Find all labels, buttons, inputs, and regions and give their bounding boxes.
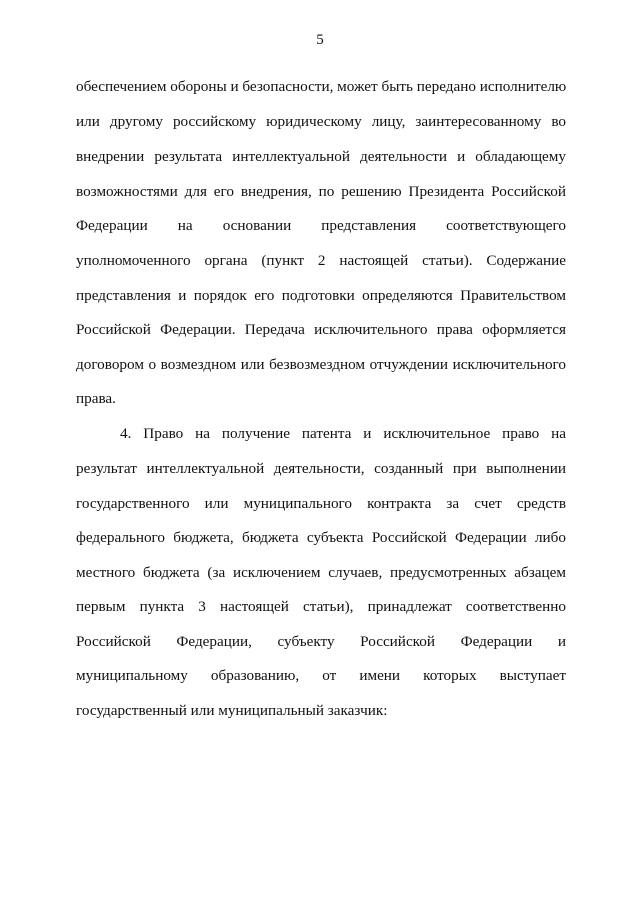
- text-line: Российской Федерации. Передача исключительного права оформляется: [76, 321, 566, 338]
- text-line: уполномоченного органа (пункт 2 настоящей статьи). Содержание: [76, 252, 566, 269]
- text-line: муниципальному образованию, от имени которых выступает: [76, 667, 566, 684]
- text-line: государственный или муниципальный заказчик:: [76, 702, 388, 719]
- text-line: обеспечением обороны и безопасности, может быть передано исполнителю: [76, 78, 567, 95]
- text-line: внедрении результата интеллектуальной деятельности и обладающему: [76, 148, 566, 165]
- text-line: возможностями для его внедрения, по решению Президента Российской: [76, 183, 566, 200]
- text-line: права.: [76, 390, 116, 407]
- text-line: местного бюджета (за исключением случаев, предусмотренных абзацем: [76, 564, 566, 581]
- text-line: представления и порядок его подготовки определяются Правительством: [76, 287, 566, 304]
- text-line: Федерации на основании представления соответствующего: [76, 217, 566, 234]
- page-number: 5: [316, 32, 324, 48]
- text-line: договором о возмездном или безвозмездном отчуждении исключительного: [76, 356, 566, 373]
- text-line: федерального бюджета, бюджета субъекта Российской Федерации либо: [76, 529, 566, 546]
- text-line: 4. Право на получение патента и исключительное право на: [120, 425, 566, 442]
- text-line: Российской Федерации, субъекту Российской Федерации и: [76, 633, 566, 650]
- text-line: первым пункта 3 настоящей статьи), принадлежат соответственно: [76, 598, 566, 615]
- text-line: или другому российскому юридическому лицу, заинтересованному во: [76, 113, 566, 130]
- text-line: результат интеллектуальной деятельности, созданный при выполнении: [76, 460, 566, 477]
- text-line: государственного или муниципального контракта за счет средств: [76, 495, 566, 512]
